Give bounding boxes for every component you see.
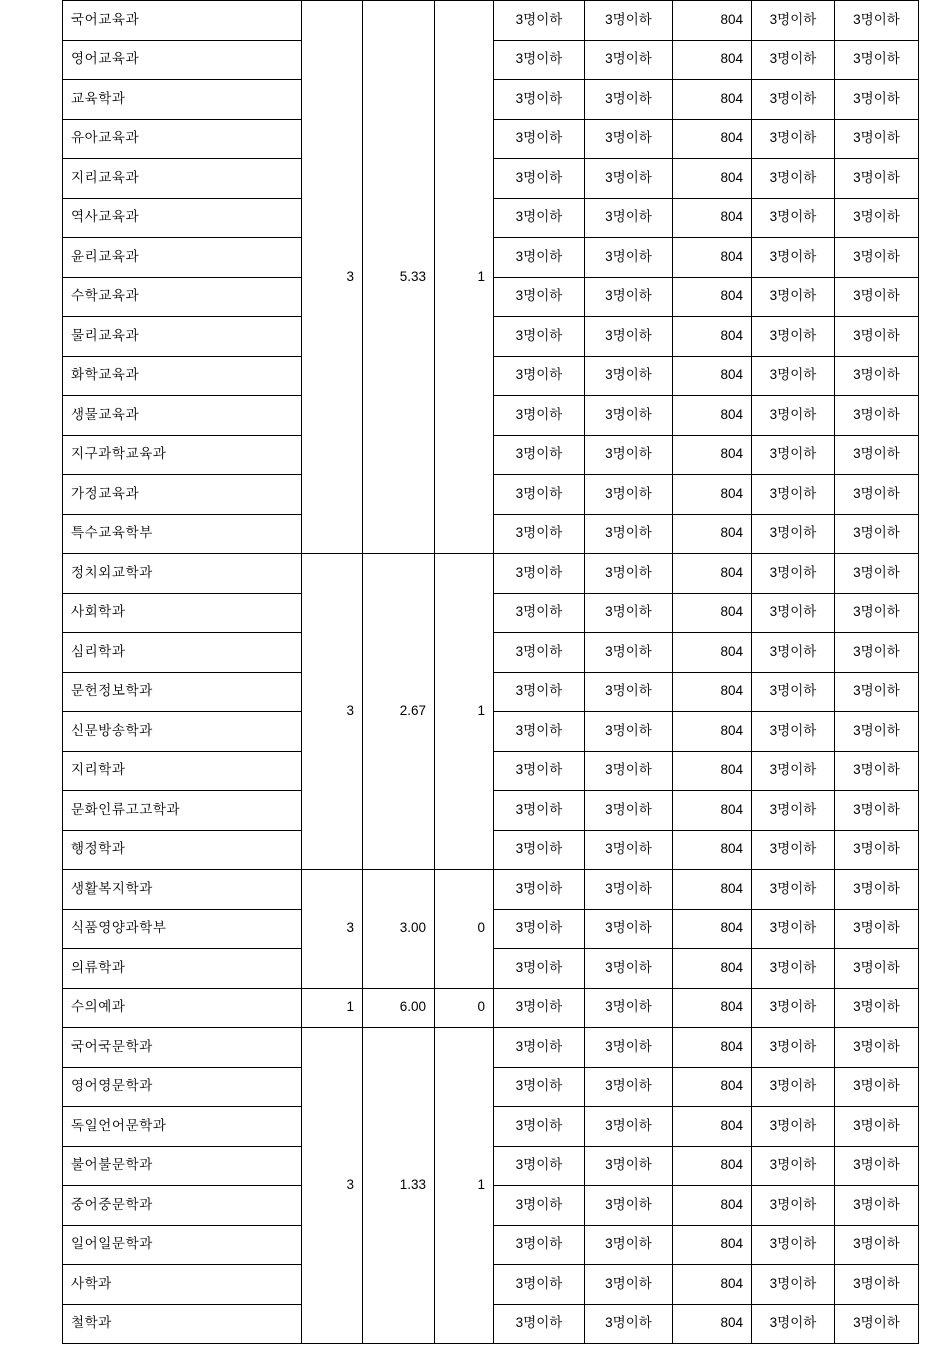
cell-v4[interactable]: 3명이하 — [752, 830, 835, 870]
cell-v4[interactable]: 3명이하 — [752, 80, 835, 120]
cell-v1[interactable]: 3명이하 — [494, 1, 585, 41]
cell-v5[interactable]: 3명이하 — [835, 1265, 919, 1305]
cell-v4[interactable]: 3명이하 — [752, 159, 835, 199]
cell-v3[interactable]: 804 — [673, 909, 752, 949]
cell-v1[interactable]: 3명이하 — [494, 791, 585, 831]
cell-v1[interactable]: 3명이하 — [494, 830, 585, 870]
cell-v4[interactable]: 3명이하 — [752, 1146, 835, 1186]
cell-v3[interactable]: 804 — [673, 949, 752, 989]
cell-department-name[interactable]: 가정교육과 — [63, 475, 302, 515]
cell-v2[interactable]: 3명이하 — [585, 119, 673, 159]
cell-v5[interactable]: 3명이하 — [835, 554, 919, 594]
cell-v1[interactable]: 3명이하 — [494, 1107, 585, 1147]
cell-v5[interactable]: 3명이하 — [835, 593, 919, 633]
cell-v4[interactable]: 3명이하 — [752, 1107, 835, 1147]
cell-v2[interactable]: 3명이하 — [585, 791, 673, 831]
cell-v5[interactable]: 3명이하 — [835, 791, 919, 831]
cell-v2[interactable]: 3명이하 — [585, 80, 673, 120]
cell-v2[interactable]: 3명이하 — [585, 475, 673, 515]
cell-v2[interactable]: 3명이하 — [585, 277, 673, 317]
cell-v5[interactable]: 3명이하 — [835, 830, 919, 870]
cell-department-name[interactable]: 수의예과 — [63, 988, 302, 1028]
cell-v4[interactable]: 3명이하 — [752, 514, 835, 554]
cell-v1[interactable]: 3명이하 — [494, 1146, 585, 1186]
cell-num1[interactable]: 3 — [302, 1028, 363, 1344]
cell-num2[interactable]: 3.00 — [363, 870, 435, 989]
cell-department-name[interactable]: 생활복지학과 — [63, 870, 302, 910]
cell-department-name[interactable]: 사회학과 — [63, 593, 302, 633]
cell-v2[interactable]: 3명이하 — [585, 159, 673, 199]
cell-v5[interactable]: 3명이하 — [835, 751, 919, 791]
cell-department-name[interactable]: 문화인류고고학과 — [63, 791, 302, 831]
cell-department-name[interactable]: 영어영문학과 — [63, 1067, 302, 1107]
cell-v3[interactable]: 804 — [673, 119, 752, 159]
cell-v4[interactable]: 3명이하 — [752, 277, 835, 317]
cell-v5[interactable]: 3명이하 — [835, 672, 919, 712]
cell-v5[interactable]: 3명이하 — [835, 317, 919, 357]
cell-department-name[interactable]: 지리교육과 — [63, 159, 302, 199]
cell-v3[interactable]: 804 — [673, 317, 752, 357]
cell-department-name[interactable]: 특수교육학부 — [63, 514, 302, 554]
cell-v4[interactable]: 3명이하 — [752, 396, 835, 436]
cell-v5[interactable]: 3명이하 — [835, 1067, 919, 1107]
cell-department-name[interactable]: 불어불문학과 — [63, 1146, 302, 1186]
cell-v5[interactable]: 3명이하 — [835, 1304, 919, 1344]
cell-v3[interactable]: 804 — [673, 159, 752, 199]
cell-v5[interactable]: 3명이하 — [835, 435, 919, 475]
cell-v3[interactable]: 804 — [673, 475, 752, 515]
cell-v2[interactable]: 3명이하 — [585, 633, 673, 673]
cell-v2[interactable]: 3명이하 — [585, 712, 673, 752]
cell-num1[interactable]: 3 — [302, 870, 363, 989]
cell-v1[interactable]: 3명이하 — [494, 949, 585, 989]
table-row — [63, 988, 919, 1028]
cell-v5[interactable]: 3명이하 — [835, 396, 919, 436]
cell-v4[interactable]: 3명이하 — [752, 317, 835, 357]
cell-v2[interactable]: 3명이하 — [585, 1146, 673, 1186]
cell-v3[interactable]: 804 — [673, 830, 752, 870]
cell-v3[interactable]: 804 — [673, 988, 752, 1028]
cell-v2[interactable]: 3명이하 — [585, 238, 673, 278]
cell-num2[interactable]: 5.33 — [363, 1, 435, 554]
cell-v4[interactable]: 3명이하 — [752, 949, 835, 989]
cell-num3[interactable]: 0 — [435, 988, 494, 1028]
cell-v5[interactable]: 3명이하 — [835, 633, 919, 673]
data-table — [62, 0, 919, 1344]
cell-v2[interactable]: 3명이하 — [585, 909, 673, 949]
cell-v2[interactable]: 3명이하 — [585, 988, 673, 1028]
cell-department-name[interactable]: 독일언어문학과 — [63, 1107, 302, 1147]
cell-v5[interactable]: 3명이하 — [835, 40, 919, 80]
cell-v3[interactable]: 804 — [673, 80, 752, 120]
cell-v1[interactable]: 3명이하 — [494, 672, 585, 712]
cell-num3[interactable]: 0 — [435, 870, 494, 989]
cell-v2[interactable]: 3명이하 — [585, 1265, 673, 1305]
cell-num2[interactable]: 6.00 — [363, 988, 435, 1028]
cell-v3[interactable]: 804 — [673, 435, 752, 475]
cell-v1[interactable]: 3명이하 — [494, 80, 585, 120]
cell-v1[interactable]: 3명이하 — [494, 119, 585, 159]
cell-v5[interactable]: 3명이하 — [835, 988, 919, 1028]
cell-num1[interactable]: 3 — [302, 554, 363, 870]
cell-v5[interactable]: 3명이하 — [835, 1107, 919, 1147]
cell-v5[interactable]: 3명이하 — [835, 514, 919, 554]
cell-v3[interactable]: 804 — [673, 712, 752, 752]
cell-v1[interactable]: 3명이하 — [494, 238, 585, 278]
cell-num1[interactable]: 3 — [302, 1, 363, 554]
cell-department-name[interactable]: 물리교육과 — [63, 317, 302, 357]
cell-v1[interactable]: 3명이하 — [494, 554, 585, 594]
cell-v1[interactable]: 3명이하 — [494, 751, 585, 791]
cell-department-name[interactable]: 지구과학교육과 — [63, 435, 302, 475]
cell-v5[interactable]: 3명이하 — [835, 712, 919, 752]
cell-department-name[interactable]: 수학교육과 — [63, 277, 302, 317]
cell-v1[interactable]: 3명이하 — [494, 870, 585, 910]
cell-v1[interactable]: 3명이하 — [494, 633, 585, 673]
cell-v2[interactable]: 3명이하 — [585, 554, 673, 594]
cell-department-name[interactable]: 국어국문학과 — [63, 1028, 302, 1068]
cell-v3[interactable]: 804 — [673, 1304, 752, 1344]
cell-v4[interactable]: 3명이하 — [752, 909, 835, 949]
cell-v5[interactable]: 3명이하 — [835, 356, 919, 396]
cell-v2[interactable]: 3명이하 — [585, 672, 673, 712]
cell-v2[interactable]: 3명이하 — [585, 435, 673, 475]
cell-v3[interactable]: 804 — [673, 1067, 752, 1107]
cell-v3[interactable]: 804 — [673, 396, 752, 436]
cell-v4[interactable]: 3명이하 — [752, 1186, 835, 1226]
cell-v5[interactable]: 3명이하 — [835, 198, 919, 238]
cell-v4[interactable]: 3명이하 — [752, 751, 835, 791]
cell-v5[interactable]: 3명이하 — [835, 238, 919, 278]
cell-v1[interactable]: 3명이하 — [494, 317, 585, 357]
cell-department-name[interactable]: 윤리교육과 — [63, 238, 302, 278]
cell-v1[interactable]: 3명이하 — [494, 712, 585, 752]
cell-v4[interactable]: 3명이하 — [752, 40, 835, 80]
cell-department-name[interactable]: 정치외교학과 — [63, 554, 302, 594]
cell-v1[interactable]: 3명이하 — [494, 514, 585, 554]
cell-v5[interactable]: 3명이하 — [835, 475, 919, 515]
cell-v1[interactable]: 3명이하 — [494, 988, 585, 1028]
cell-v4[interactable]: 3명이하 — [752, 1067, 835, 1107]
cell-v2[interactable]: 3명이하 — [585, 40, 673, 80]
table-row — [63, 1028, 919, 1068]
cell-department-name[interactable]: 화학교육과 — [63, 356, 302, 396]
cell-num3[interactable]: 1 — [435, 1, 494, 554]
cell-v1[interactable]: 3명이하 — [494, 1067, 585, 1107]
cell-num3[interactable]: 1 — [435, 554, 494, 870]
cell-v4[interactable]: 3명이하 — [752, 1304, 835, 1344]
cell-v1[interactable]: 3명이하 — [494, 40, 585, 80]
cell-v1[interactable]: 3명이하 — [494, 1304, 585, 1344]
cell-v4[interactable]: 3명이하 — [752, 1, 835, 41]
cell-v3[interactable]: 804 — [673, 198, 752, 238]
cell-v2[interactable]: 3명이하 — [585, 356, 673, 396]
cell-v1[interactable]: 3명이하 — [494, 593, 585, 633]
cell-v1[interactable]: 3명이하 — [494, 198, 585, 238]
cell-v4[interactable]: 3명이하 — [752, 1265, 835, 1305]
cell-v3[interactable]: 804 — [673, 791, 752, 831]
cell-v1[interactable]: 3명이하 — [494, 475, 585, 515]
cell-department-name[interactable]: 행정학과 — [63, 830, 302, 870]
table-row — [63, 870, 919, 910]
cell-v1[interactable]: 3명이하 — [494, 1225, 585, 1265]
cell-v5[interactable]: 3명이하 — [835, 870, 919, 910]
cell-v5[interactable]: 3명이하 — [835, 1146, 919, 1186]
cell-v3[interactable]: 804 — [673, 1146, 752, 1186]
cell-v5[interactable]: 3명이하 — [835, 1, 919, 41]
cell-department-name[interactable]: 문헌정보학과 — [63, 672, 302, 712]
cell-v4[interactable]: 3명이하 — [752, 712, 835, 752]
cell-department-name[interactable]: 영어교육과 — [63, 40, 302, 80]
cell-department-name[interactable]: 중어중문학과 — [63, 1186, 302, 1226]
cell-v5[interactable]: 3명이하 — [835, 909, 919, 949]
cell-v2[interactable]: 3명이하 — [585, 198, 673, 238]
cell-v3[interactable]: 804 — [673, 514, 752, 554]
cell-num3[interactable]: 1 — [435, 1028, 494, 1344]
cell-v3[interactable]: 804 — [673, 1028, 752, 1068]
cell-v2[interactable]: 3명이하 — [585, 870, 673, 910]
cell-v3[interactable]: 804 — [673, 356, 752, 396]
table-body — [63, 1, 919, 1344]
table-row — [63, 1, 919, 41]
cell-v2[interactable]: 3명이하 — [585, 751, 673, 791]
cell-v3[interactable]: 804 — [673, 593, 752, 633]
cell-v4[interactable]: 3명이하 — [752, 119, 835, 159]
cell-department-name[interactable]: 의류학과 — [63, 949, 302, 989]
cell-v4[interactable]: 3명이하 — [752, 1028, 835, 1068]
cell-v3[interactable]: 804 — [673, 277, 752, 317]
cell-v4[interactable]: 3명이하 — [752, 356, 835, 396]
cell-v4[interactable]: 3명이하 — [752, 554, 835, 594]
cell-v3[interactable]: 804 — [673, 40, 752, 80]
cell-v3[interactable]: 804 — [673, 1107, 752, 1147]
cell-v1[interactable]: 3명이하 — [494, 159, 585, 199]
cell-department-name[interactable]: 신문방송학과 — [63, 712, 302, 752]
cell-department-name[interactable]: 심리학과 — [63, 633, 302, 673]
cell-v1[interactable]: 3명이하 — [494, 909, 585, 949]
cell-v1[interactable]: 3명이하 — [494, 1265, 585, 1305]
cell-department-name[interactable]: 역사교육과 — [63, 198, 302, 238]
cell-department-name[interactable]: 사학과 — [63, 1265, 302, 1305]
cell-v3[interactable]: 804 — [673, 1265, 752, 1305]
cell-v4[interactable]: 3명이하 — [752, 435, 835, 475]
cell-v2[interactable]: 3명이하 — [585, 949, 673, 989]
table-row — [63, 554, 919, 594]
cell-v3[interactable]: 804 — [673, 554, 752, 594]
cell-v2[interactable]: 3명이하 — [585, 1107, 673, 1147]
cell-v5[interactable]: 3명이하 — [835, 949, 919, 989]
cell-v2[interactable]: 3명이하 — [585, 1067, 673, 1107]
cell-v3[interactable]: 804 — [673, 1186, 752, 1226]
cell-v4[interactable]: 3명이하 — [752, 672, 835, 712]
cell-department-name[interactable]: 일어일문학과 — [63, 1225, 302, 1265]
cell-v2[interactable]: 3명이하 — [585, 1, 673, 41]
cell-v5[interactable]: 3명이하 — [835, 1028, 919, 1068]
cell-v4[interactable]: 3명이하 — [752, 198, 835, 238]
cell-v4[interactable]: 3명이하 — [752, 791, 835, 831]
cell-v4[interactable]: 3명이하 — [752, 475, 835, 515]
cell-v3[interactable]: 804 — [673, 672, 752, 712]
cell-v4[interactable]: 3명이하 — [752, 238, 835, 278]
cell-department-name[interactable]: 교육학과 — [63, 80, 302, 120]
cell-v4[interactable]: 3명이하 — [752, 870, 835, 910]
cell-v1[interactable]: 3명이하 — [494, 1186, 585, 1226]
cell-v2[interactable]: 3명이하 — [585, 317, 673, 357]
cell-department-name[interactable]: 철학과 — [63, 1304, 302, 1344]
cell-v2[interactable]: 3명이하 — [585, 1028, 673, 1068]
cell-v3[interactable]: 804 — [673, 633, 752, 673]
cell-v5[interactable]: 3명이하 — [835, 80, 919, 120]
cell-v2[interactable]: 3명이하 — [585, 1304, 673, 1344]
cell-v5[interactable]: 3명이하 — [835, 277, 919, 317]
cell-v4[interactable]: 3명이하 — [752, 633, 835, 673]
cell-v1[interactable]: 3명이하 — [494, 1028, 585, 1068]
cell-v3[interactable]: 804 — [673, 870, 752, 910]
cell-v3[interactable]: 804 — [673, 1, 752, 41]
cell-department-name[interactable]: 국어교육과 — [63, 1, 302, 41]
cell-v3[interactable]: 804 — [673, 238, 752, 278]
cell-v5[interactable]: 3명이하 — [835, 1225, 919, 1265]
cell-num1[interactable]: 1 — [302, 988, 363, 1028]
cell-v2[interactable]: 3명이하 — [585, 396, 673, 436]
cell-v2[interactable]: 3명이하 — [585, 1225, 673, 1265]
cell-v5[interactable]: 3명이하 — [835, 1186, 919, 1226]
cell-v1[interactable]: 3명이하 — [494, 435, 585, 475]
cell-v4[interactable]: 3명이하 — [752, 1225, 835, 1265]
cell-num2[interactable]: 2.67 — [363, 554, 435, 870]
cell-v2[interactable]: 3명이하 — [585, 593, 673, 633]
cell-v3[interactable]: 804 — [673, 751, 752, 791]
cell-v1[interactable]: 3명이하 — [494, 356, 585, 396]
cell-department-name[interactable]: 식품영양과학부 — [63, 909, 302, 949]
cell-department-name[interactable]: 지리학과 — [63, 751, 302, 791]
cell-v2[interactable]: 3명이하 — [585, 514, 673, 554]
cell-v5[interactable]: 3명이하 — [835, 119, 919, 159]
cell-v1[interactable]: 3명이하 — [494, 396, 585, 436]
cell-department-name[interactable]: 유아교육과 — [63, 119, 302, 159]
cell-v1[interactable]: 3명이하 — [494, 277, 585, 317]
cell-v4[interactable]: 3명이하 — [752, 593, 835, 633]
cell-v4[interactable]: 3명이하 — [752, 988, 835, 1028]
cell-department-name[interactable]: 생물교육과 — [63, 396, 302, 436]
cell-num2[interactable]: 1.33 — [363, 1028, 435, 1344]
cell-v2[interactable]: 3명이하 — [585, 830, 673, 870]
cell-v2[interactable]: 3명이하 — [585, 1186, 673, 1226]
cell-v5[interactable]: 3명이하 — [835, 159, 919, 199]
cell-v3[interactable]: 804 — [673, 1225, 752, 1265]
